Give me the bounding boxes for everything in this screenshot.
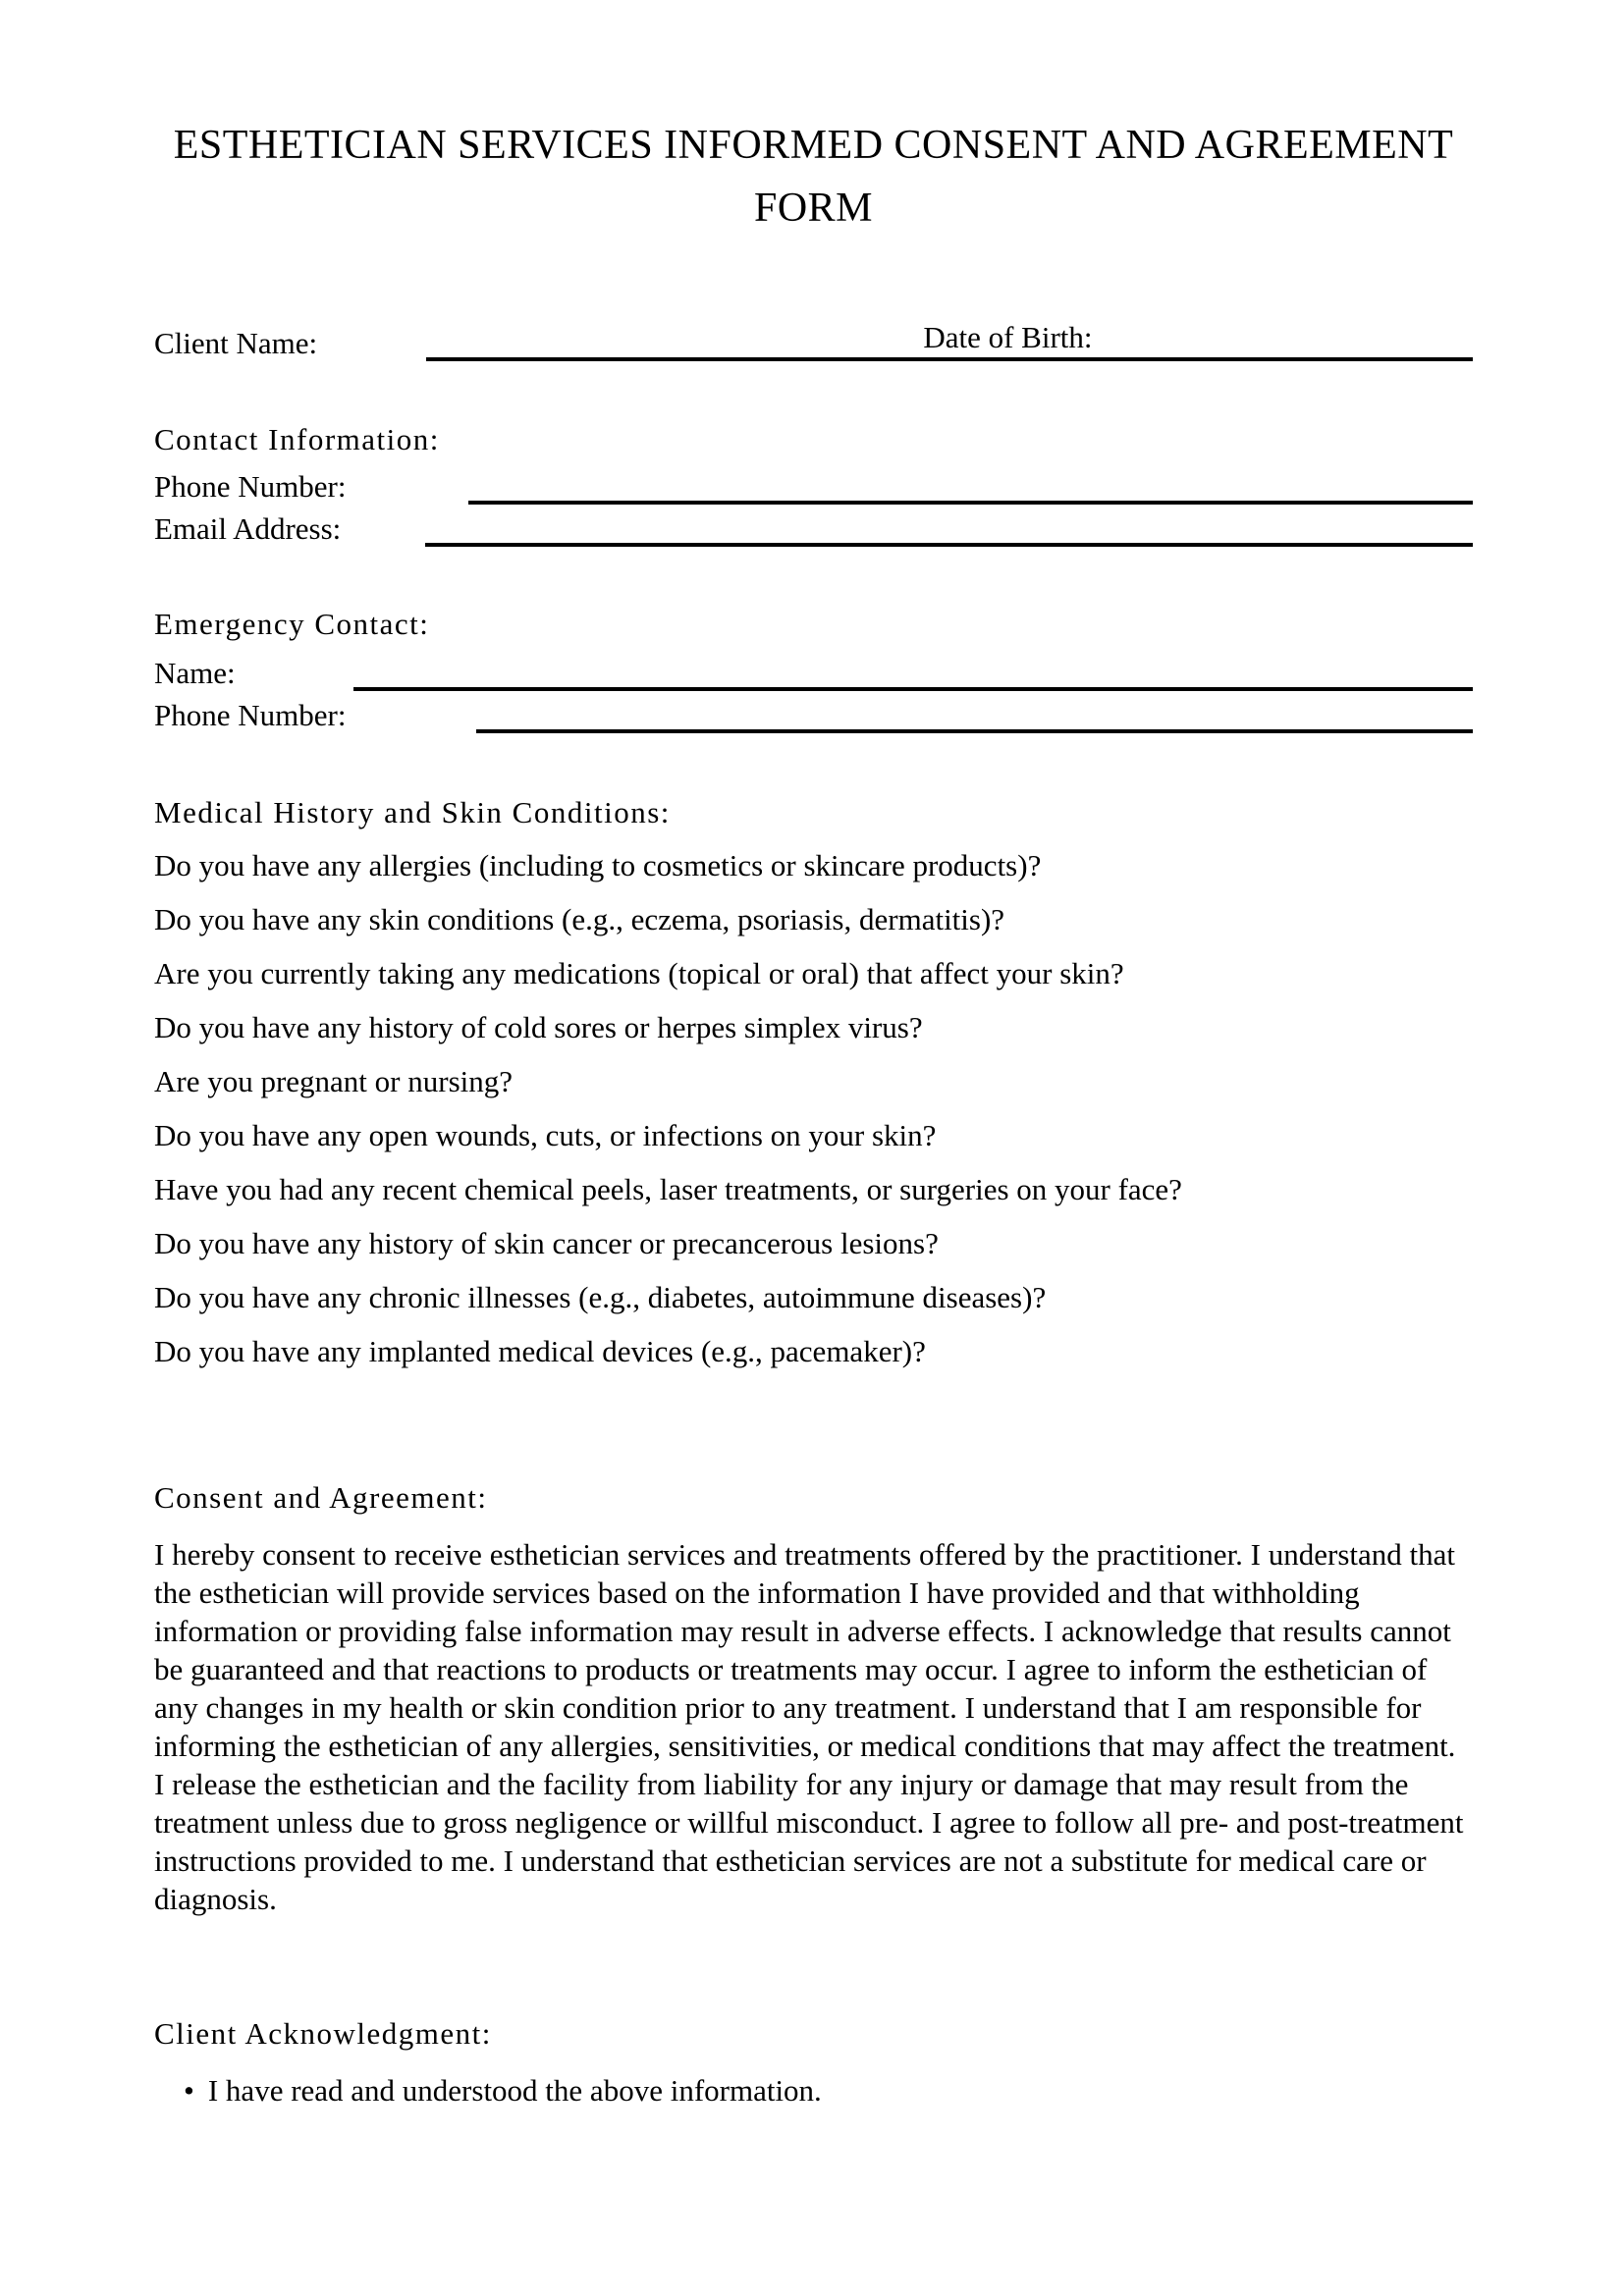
medical-question: Do you have any history of skin cancer or precancerous lesions? xyxy=(154,1226,939,1260)
medical-history-heading: Medical History and Skin Conditions: xyxy=(154,795,671,829)
medical-question: Do you have any implanted medical devices (e.g., pacemaker)? xyxy=(154,1334,926,1368)
date-of-birth-label: Date of Birth: xyxy=(923,320,1093,354)
medical-question: Do you have any open wounds, cuts, or infections on your skin? xyxy=(154,1118,937,1152)
phone-number-label: Phone Number: xyxy=(154,469,347,504)
emergency-phone-label: Phone Number: xyxy=(154,698,347,732)
contact-information-heading: Contact Information: xyxy=(154,422,440,456)
contact-phone-row xyxy=(154,469,1473,505)
emergency-contact-heading: Emergency Contact: xyxy=(154,607,430,641)
client-name-row xyxy=(154,320,1473,361)
emergency-name-row xyxy=(154,656,1473,691)
medical-questions-list xyxy=(154,848,1473,1369)
medical-question: Have you had any recent chemical peels, laser treatments, or surgeries on your face? xyxy=(154,1172,1182,1206)
email-address-field[interactable] xyxy=(425,511,1473,547)
client-name-field[interactable] xyxy=(426,320,1473,361)
medical-question: Do you have any history of cold sores or herpes simplex virus? xyxy=(154,1010,923,1044)
medical-question: Do you have any chronic illnesses (e.g., diabetes, autoimmune diseases)? xyxy=(154,1280,1047,1314)
acknowledgment-text: I have read and understood the above information. xyxy=(207,2073,822,2108)
bullet-icon: • xyxy=(184,2073,194,2108)
acknowledgment-item xyxy=(154,2073,1473,2109)
emergency-name-field[interactable] xyxy=(353,656,1473,691)
consent-agreement-paragraph: I hereby consent to receive esthetician services and treatments offered by the practitioner. I understand that the esthetician will provide services based on the information I have provided and that withholding information or providing false information may result in adverse effects. I acknowledge that results cannot be guaranteed and that reactions to products or treatments may occur. I agree to inform the esthetician of any changes in my health or skin condition prior to any treatment. I understand that I am responsible for informing the esthetician of any allergies, sensitivities, or medical conditions that may affect the treatment. I release the esthetician and the facility from liability for any injury or damage that may result from the treatment unless due to gross negligence or willful misconduct. I agree to follow all pre- and post-treatment instructions provided to me. I understand that esthetician services are not a substitute for medical care or diagnosis. xyxy=(154,1537,1464,1916)
emergency-phone-field[interactable] xyxy=(476,698,1473,733)
email-address-label: Email Address: xyxy=(154,511,342,546)
emergency-name-label: Name: xyxy=(154,656,236,690)
client-acknowledgment-heading: Client Acknowledgment: xyxy=(154,2016,492,2051)
medical-question: Do you have any allergies (including to cosmetics or skincare products)? xyxy=(154,848,1042,882)
phone-number-field[interactable] xyxy=(468,469,1473,505)
medical-question: Are you currently taking any medications (topical or oral) that affect your skin? xyxy=(154,956,1124,990)
consent-agreement-heading: Consent and Agreement: xyxy=(154,1480,488,1515)
client-name-label: Client Name: xyxy=(154,326,318,360)
page-title: ESTHETICIAN SERVICES INFORMED CONSENT AND AGREEMENT FORM xyxy=(173,123,1454,231)
medical-question: Are you pregnant or nursing? xyxy=(154,1064,514,1098)
emergency-phone-row xyxy=(154,698,1473,733)
medical-question: Do you have any skin conditions (e.g., eczema, psoriasis, dermatitis)? xyxy=(154,902,1005,936)
contact-email-row xyxy=(154,511,1473,547)
